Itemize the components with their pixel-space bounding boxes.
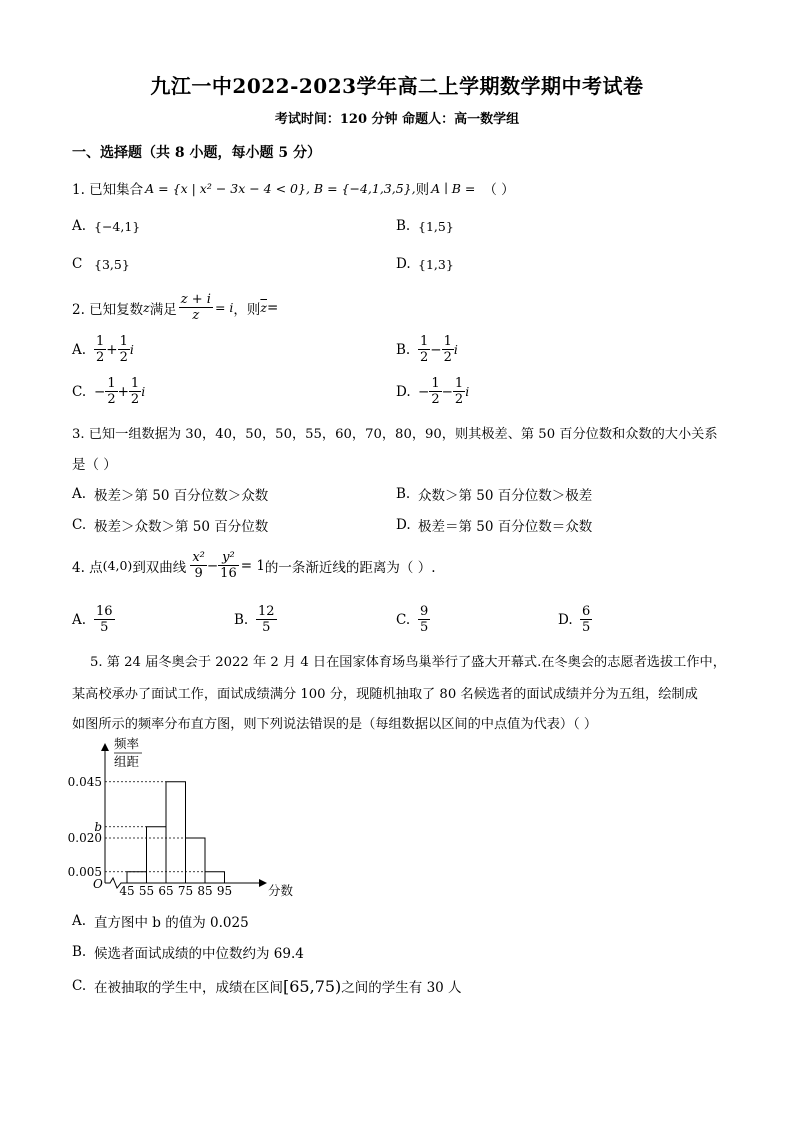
fraction [429,376,441,407]
q2-fraction [179,292,213,323]
option-label: A. [72,218,87,234]
option-label: D. [396,256,411,272]
q3-line2: 是（ ） [72,457,117,473]
frac-num: 1 [443,334,452,349]
q4-fraction-x [190,550,207,581]
unit: i [453,342,458,357]
q2-option-c [72,376,145,407]
unit: i [141,384,146,399]
y-tick-label: 0.020 [67,831,102,845]
q1-formula: A = {x | x² − 3x − 4 < 0}, B = {−4,1,3,5}, [145,180,416,196]
q2-end: = [266,299,279,316]
q5-line3: 如图所示的频率分布直方图，则下列说法错误的是（每组数据以区间的中点值为代表）（ ） [72,717,598,732]
frac-num: 9 [420,604,429,619]
q4-eq: = 1 [240,557,265,574]
frac-den: 2 [454,392,464,407]
operator: − [441,383,453,400]
option-label: C. [72,978,87,994]
option-value: {3,5} [94,256,130,272]
q2-prefix: 2. 已知复数 [72,301,144,318]
sign: − [418,383,430,400]
option-value: 极差＞众数＞第 50 百分位数 [94,519,269,535]
x-tick-label: 95 [216,884,233,898]
frac-den: 2 [107,392,116,407]
frac-den: 5 [582,620,591,635]
q3-line1: 3. 已知一组数据为 30，40，50，50，55，60，70，80，90，则其极差、第 50 百分位数和众数的大小关系 [72,427,718,442]
fraction [418,334,430,365]
frac-den: 2 [443,350,452,365]
option-value: 极差＝第 50 百分位数＝众数 [418,519,593,535]
frac-num: z + i [180,292,211,307]
option-label: A. [72,913,87,929]
q5-option-b [72,942,304,962]
option-label: A. [72,486,87,502]
frac-den: 2 [96,350,105,365]
frac-den: 9 [194,566,203,581]
frac-den: 5 [100,620,109,635]
q2-after: ，则 [233,301,261,318]
frac-den: 2 [130,392,140,407]
section-heading: 一、选择题（共 8 小题，每小题 5 分） [72,145,321,161]
q5-option-c [72,976,462,996]
option-label: D. [396,517,411,533]
fraction [442,334,454,365]
q5-line1: 5. 第 24 届冬奥会于 2022 年 2 月 4 日在国家体育场鸟巢举行了盛大开幕式.在冬奥会的志愿者选拔工作中， [90,655,726,670]
q4-option-a [72,604,115,635]
y-label-bottom: 组距 [114,754,140,769]
frac-num: 1 [420,334,429,349]
q3-option-c [72,515,268,535]
option-value-post: 之间的学生有 30 人 [341,980,462,996]
y-tick-label: 0.045 [67,774,102,789]
unit: i [129,342,134,357]
option-label: A. [72,341,87,358]
option-value-pre: 在被抽取的学生中，成绩在区间 [94,980,283,996]
fraction [94,334,106,365]
fraction [418,604,430,635]
q4-option-b [234,604,277,635]
option-label: A. [72,611,87,628]
q1-option-b [396,218,454,234]
x-axis-label: 分数 [268,883,294,898]
x-tick-label: 75 [177,884,194,898]
q4-option-d [558,604,592,635]
unit: i [465,384,470,399]
q1-formula2: A ∣ B = [431,180,476,196]
operator: + [106,341,118,358]
option-value: {1,5} [418,218,454,234]
q4-mid: 到双曲线 [132,559,187,576]
option-value: 候选者面试成绩的中位数约为 69.4 [94,946,304,962]
interval: [65,75) [283,976,342,996]
frac-num: 12 [258,604,275,619]
fraction [118,334,130,365]
q1-option-a [72,218,140,234]
frac-den: 5 [262,620,271,635]
q1-option-d [396,256,454,272]
frac-num: 1 [454,376,464,391]
operator: + [117,383,129,400]
x-tick-label: 45 [119,884,135,898]
option-label: B. [234,611,249,628]
operator: − [430,341,442,358]
q4-minus: − [206,557,219,574]
q4-suffix: 的一条渐近线的距离为（ ）. [264,559,436,576]
fraction [580,604,592,635]
option-value: 直方图中 b 的值为 0.025 [94,915,249,931]
frac-den: 16 [220,566,237,581]
q4-fraction-y [218,550,239,581]
fraction [94,604,115,635]
q2-option-d [396,376,469,407]
frac-num: 1 [119,334,128,349]
option-label: C. [72,383,87,400]
q4-option-c [396,604,430,635]
option-value: {−4,1} [94,218,141,234]
option-label: C. [396,611,411,628]
fraction [256,604,277,635]
q3-option-a [72,484,268,504]
x-tick-label: 55 [138,884,155,898]
fraction [453,376,465,407]
q2-option-b [396,334,458,365]
frac-num: 1 [431,376,440,391]
option-label: D. [558,611,573,628]
histogram-bar [127,872,147,883]
q2-mid: 满足 [149,301,177,318]
frac-den: 2 [420,350,429,365]
frac-num: 16 [96,604,113,619]
q5-option-a [72,911,249,931]
x-tick-label: 85 [197,884,213,898]
q3-option-d [396,515,592,535]
q4-point: (4,0) [102,558,133,573]
q1-prefix: 1. 已知集合 [72,182,144,198]
q2-option-a [72,334,134,365]
x-tick-label: 65 [158,884,174,898]
frac-den: 2 [431,392,440,407]
option-label: B. [396,486,411,502]
frac-num: x² [192,550,205,565]
exam-title: 九江一中2022-2023学年高二上学期数学期中考试卷 [150,74,644,98]
question-2-stem [72,292,278,323]
q1-paren: （ ） [483,182,515,198]
frac-num: y² [218,550,239,566]
q3-option-b [396,484,592,504]
q2-var: z [143,300,150,315]
frequency-histogram [60,735,300,905]
option-label: B. [72,944,87,960]
frac-num: 1 [96,334,105,349]
histogram-bar [166,782,186,883]
q2-zbar: $\overline{z}$ [260,300,267,315]
histogram-bar [186,838,206,883]
q2-eq: = i [214,300,234,315]
option-label: B. [396,341,411,358]
option-label: C [72,256,83,272]
frac-den: z [192,308,200,323]
option-label: C. [72,517,87,533]
fraction [105,376,117,407]
option-value: 众数＞第 50 百分位数＞极差 [418,488,593,504]
question-4-stem [72,550,436,581]
y-tick-label: b [94,819,102,834]
option-label: B. [396,218,411,234]
frac-num: 1 [130,376,140,391]
question-1-stem [72,178,515,198]
option-label: D. [396,383,411,400]
sign: − [94,383,106,400]
option-value: 极差＞第 50 百分位数＞众数 [94,488,269,504]
frac-num: 1 [107,376,116,391]
histogram-bar [147,827,167,883]
q5-line2: 某高校承办了面试工作，面试成绩满分 100 分，现随机抽取了 80 名候选者的面试成绩并分为五组，绘制成 [72,687,698,702]
histogram-bar [205,872,225,883]
y-label-top: 频率 [114,736,140,751]
q1-suffix: 则 [415,182,430,198]
q4-prefix: 4. 点 [72,559,103,576]
option-value: {1,3} [418,256,454,272]
frac-num: 6 [582,604,591,619]
q1-option-c [72,256,130,272]
exam-subtitle: 考试时间：120 分钟 命题人：高一数学组 [274,112,520,127]
frac-den: 2 [119,350,128,365]
frac-den: 5 [420,620,429,635]
fraction [129,376,141,407]
origin-label: O [93,877,103,891]
y-tick-label: 0.005 [67,864,102,879]
